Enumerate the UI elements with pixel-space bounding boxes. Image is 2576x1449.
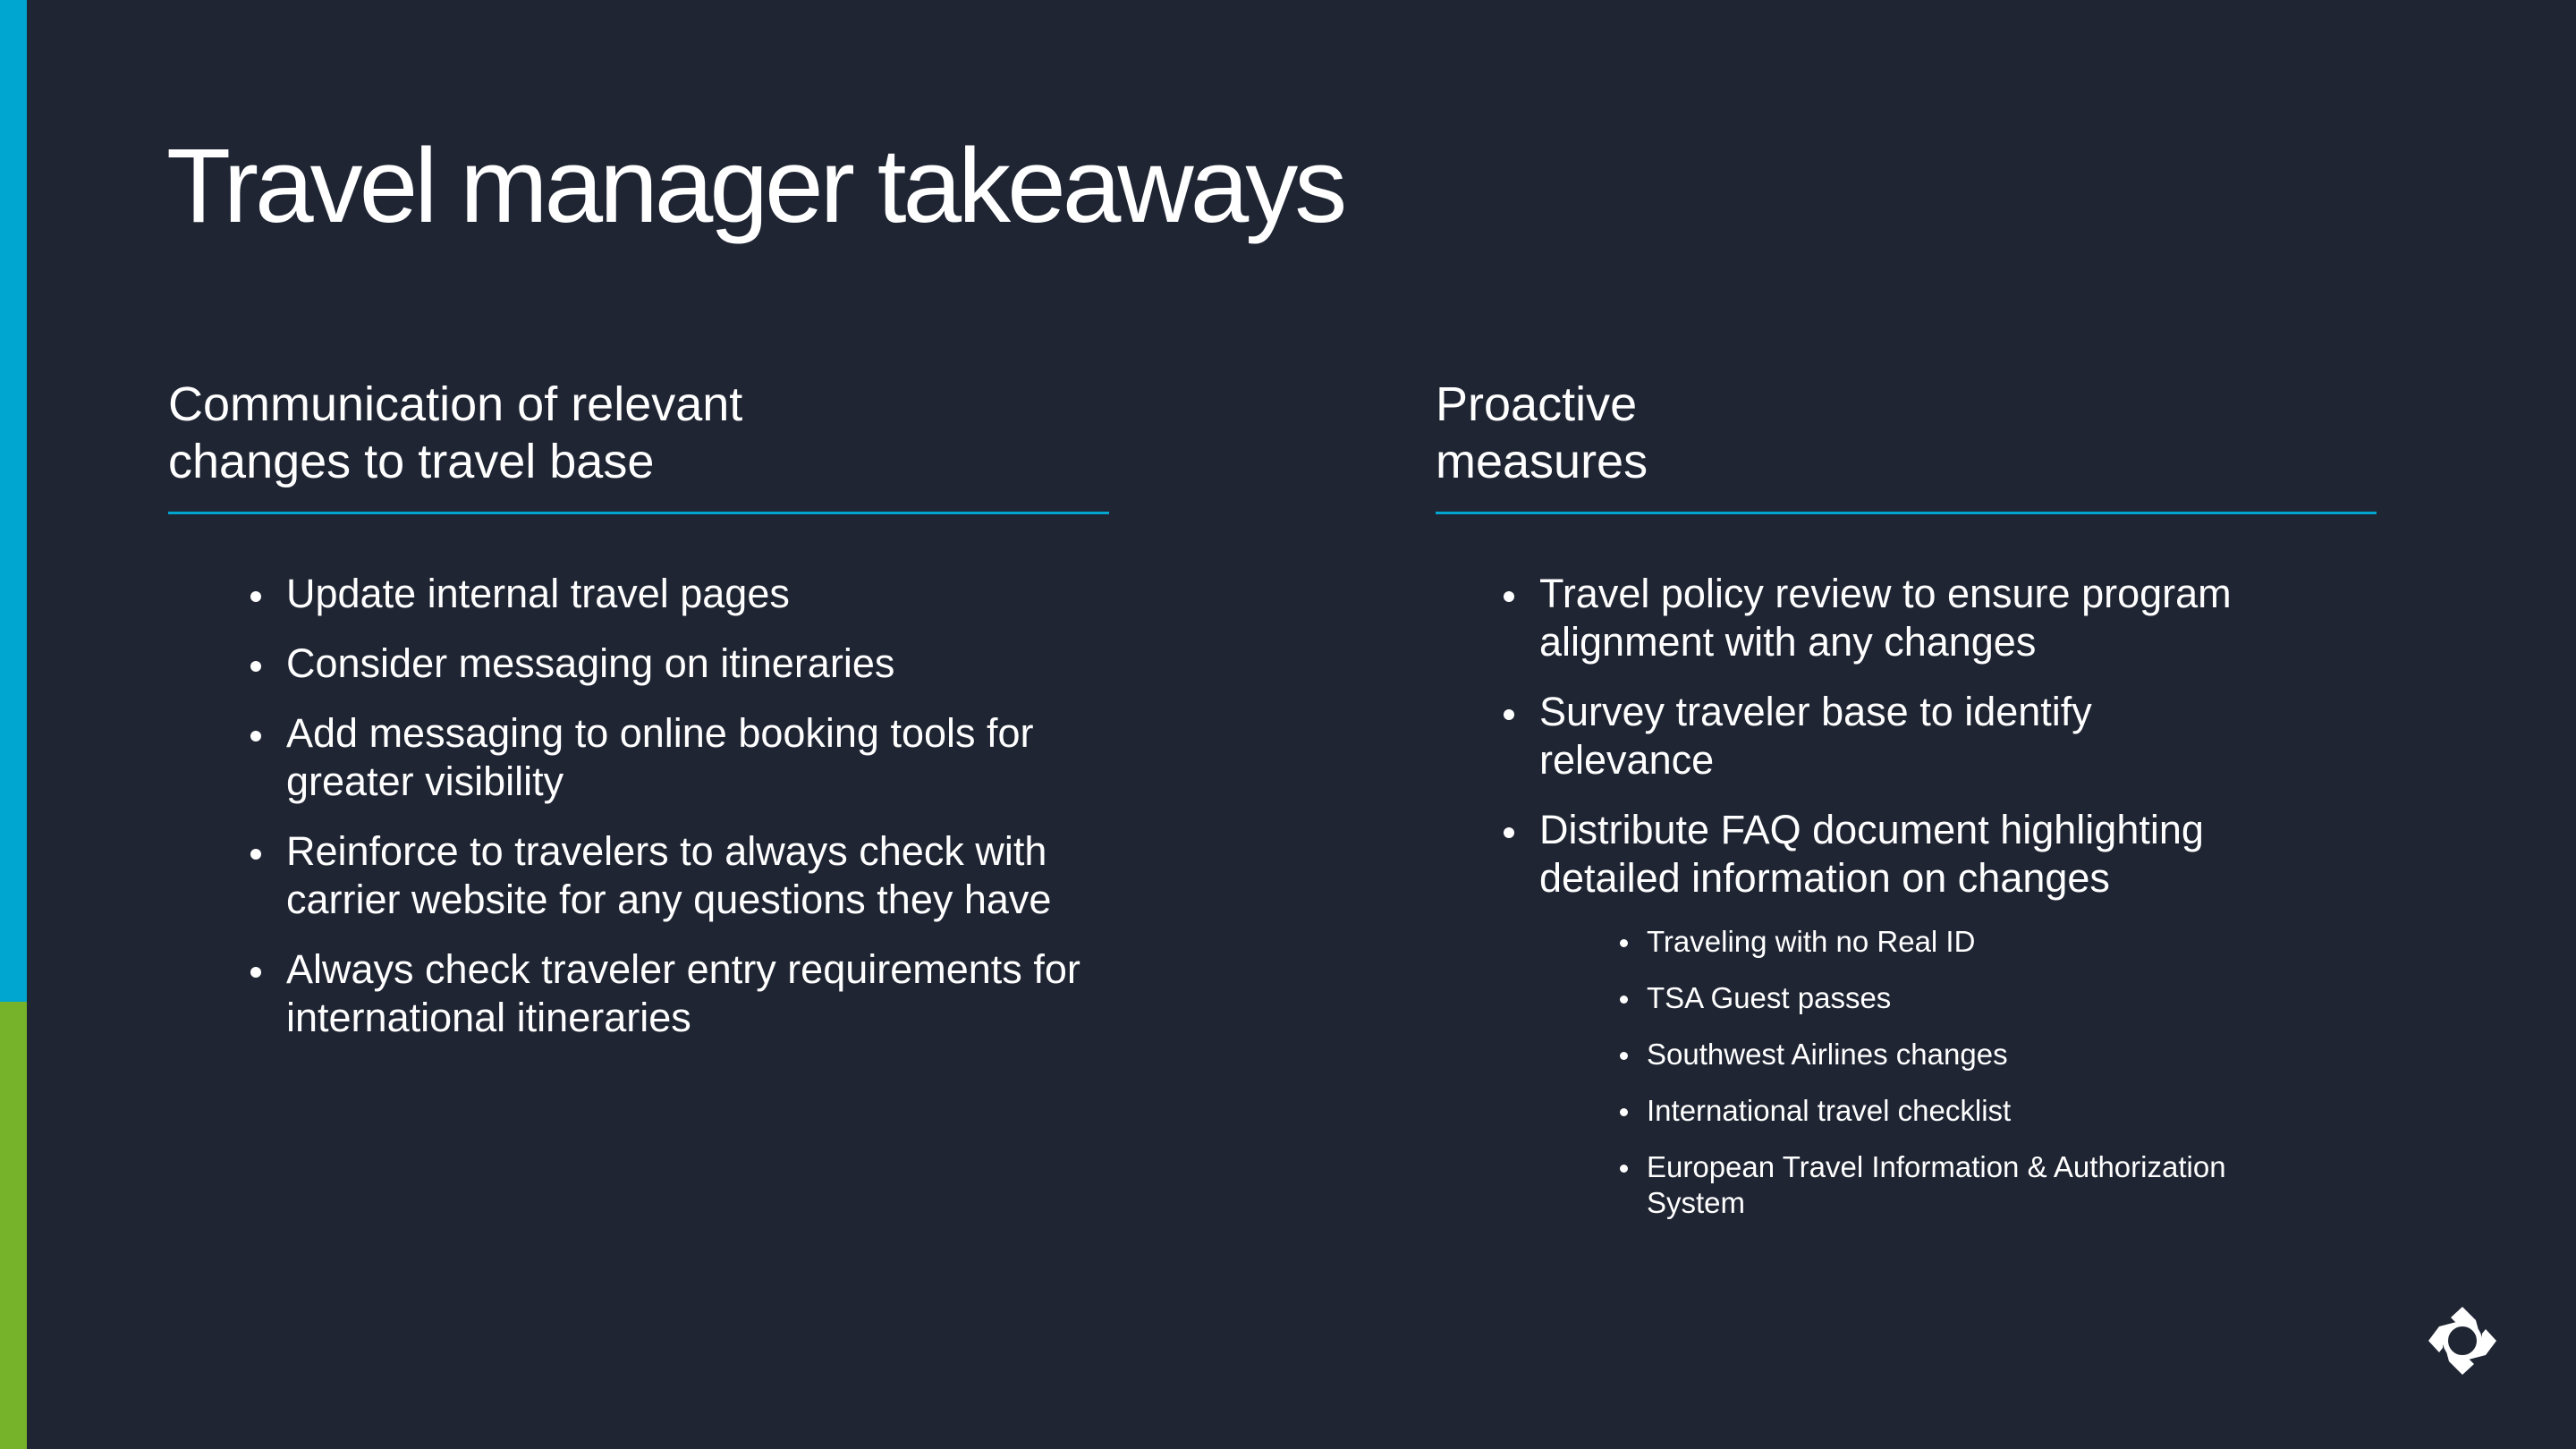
- accent-bar-blue: [0, 0, 27, 1002]
- right-sub-list: [1436, 924, 2377, 1221]
- right-divider: [1436, 512, 2377, 514]
- left-column: [168, 376, 1109, 1063]
- sub-list-item: TSA Guest passes: [1647, 980, 2377, 1016]
- left-heading-line1: Communication of relevant: [168, 377, 743, 431]
- list-item: Reinforce to travelers to always check with carrier website for any questions they have: [286, 827, 1109, 924]
- accent-bar-green: [0, 1002, 27, 1449]
- slide-title: Travel manager takeaways: [166, 127, 1344, 245]
- right-heading-line2: measures: [1436, 435, 1648, 488]
- list-item: Distribute FAQ document highlighting detailed information on changes: [1539, 806, 2291, 902]
- right-column: [1436, 376, 2377, 1241]
- right-heading: [1436, 376, 2377, 501]
- list-item: Survey traveler base to identify relevance: [1539, 688, 2183, 784]
- sub-list-item: European Travel Information & Authorization System: [1647, 1149, 2273, 1221]
- list-item: Update internal travel pages: [286, 570, 1109, 618]
- right-heading-line1: Proactive: [1436, 377, 1638, 431]
- list-item: Always check traveler entry requirements for international itineraries: [286, 945, 1091, 1042]
- list-item: Add messaging to online booking tools for greater visibility: [286, 709, 1091, 806]
- left-bullet-list: [168, 570, 1109, 1042]
- left-heading: [168, 376, 1109, 501]
- list-item: Consider messaging on itineraries: [286, 640, 1109, 688]
- list-item: Travel policy review to ensure program alignment with any changes: [1539, 570, 2291, 666]
- sub-list-item: Traveling with no Real ID: [1647, 924, 2377, 960]
- left-divider: [168, 512, 1109, 514]
- brand-logo-icon: [2426, 1304, 2499, 1377]
- right-bullet-list: [1436, 570, 2377, 902]
- sub-list-item: International travel checklist: [1647, 1093, 2377, 1129]
- left-heading-line2: changes to travel base: [168, 435, 655, 488]
- sub-list-item: Southwest Airlines changes: [1647, 1037, 2377, 1072]
